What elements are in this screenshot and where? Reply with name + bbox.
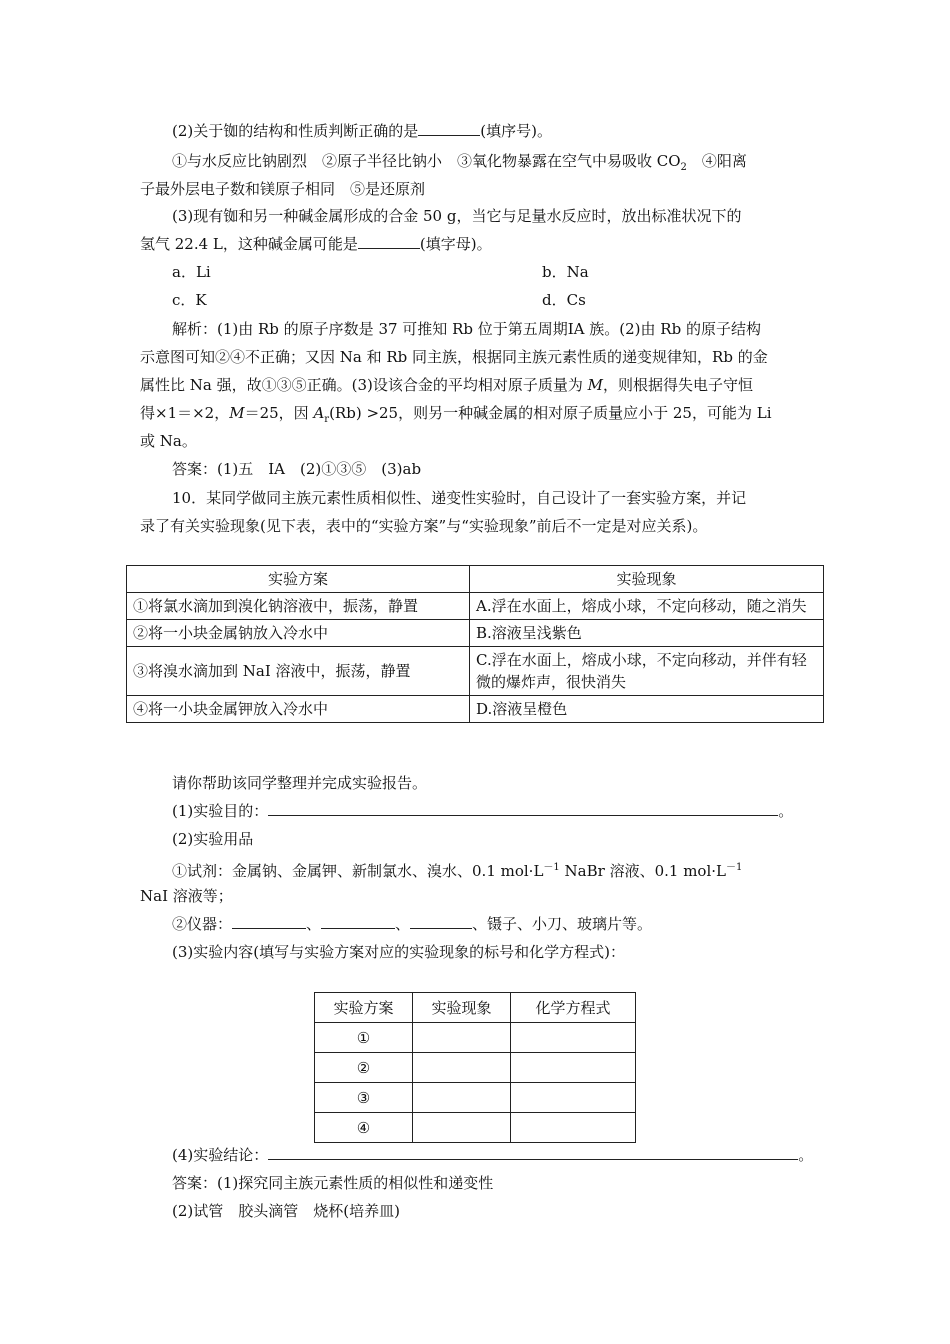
analysis-line5: 或 Na。 bbox=[140, 432, 197, 450]
phenomenon-cell: A.浮在水面上，熔成小球，不定向移动，随之消失 bbox=[470, 593, 824, 620]
instrument-blank-3[interactable] bbox=[410, 914, 472, 929]
analysis-line1: 解析：(1)由 Rb 的原子序数是 37 可推知 Rb 位于第五周期ⅠA 族。(2)由 Rb 的原子结构 bbox=[172, 320, 761, 338]
phenomenon-answer-cell[interactable] bbox=[413, 1053, 511, 1083]
q3-line2: 氢气 22.4 L，这种碱金属可能是 (填字母)。 bbox=[140, 235, 492, 253]
purpose-blank[interactable] bbox=[268, 801, 778, 816]
report-purpose: (1)实验目的： 。 bbox=[172, 802, 794, 820]
table-row bbox=[127, 696, 824, 723]
table-row bbox=[315, 1113, 636, 1143]
q3-option-b: b．Na bbox=[542, 263, 589, 281]
report-reagents: ①试剂：金属钠、金属钾、新制氯水、溴水、0.1 $mol\cdot L^{-1}$ NaBr 溶液、0.1 $mol\cdot L^{-1}$ bbox=[172, 862, 743, 880]
table-row bbox=[315, 1083, 636, 1113]
answer-9: 答案：(1)五 ⅠA (2)①③⑤ (3)ab bbox=[172, 460, 422, 478]
report-supplies: (2)实验用品 bbox=[172, 830, 254, 848]
plan-cell: ①将氯水滴加到溴化钠溶液中，振荡，静置 bbox=[127, 593, 470, 620]
report-intro: 请你帮助该同学整理并完成实验报告。 bbox=[172, 774, 428, 792]
table-row bbox=[315, 1053, 636, 1083]
plan-cell: ④将一小块金属钾放入冷水中 bbox=[127, 696, 470, 723]
table-row bbox=[315, 1023, 636, 1053]
plan-number: ③ bbox=[315, 1083, 413, 1113]
phenomenon-cell: D.溶液呈橙色 bbox=[470, 696, 824, 723]
header-equation: 化学方程式 bbox=[511, 993, 636, 1023]
header-plan: 实验方案 bbox=[315, 993, 413, 1023]
table-row bbox=[127, 620, 824, 647]
plan-cell: ③将溴水滴加到 NaI 溶液中，振荡，静置 bbox=[127, 647, 470, 696]
analysis-line3: 属性比 Na 强，故①③⑤正确。(3)设该合金的平均相对原子质量为 M，则根据得失电子守恒 bbox=[140, 376, 753, 394]
equation-answer-cell[interactable] bbox=[511, 1053, 636, 1083]
q3-option-d: d．Cs bbox=[542, 291, 586, 309]
answer-blank[interactable] bbox=[418, 121, 480, 136]
phenomenon-cell: B.溶液呈浅紫色 bbox=[470, 620, 824, 647]
equation-answer-cell[interactable] bbox=[511, 1023, 636, 1053]
q3-option-a: a．Li bbox=[172, 263, 211, 281]
experiment-table bbox=[126, 565, 824, 723]
instrument-blank-2[interactable] bbox=[321, 914, 395, 929]
table-row bbox=[127, 593, 824, 620]
report-conclusion: (4)实验结论： 。 bbox=[172, 1146, 814, 1164]
header-phenomenon: 实验现象 bbox=[470, 566, 824, 593]
table-header-row bbox=[315, 993, 636, 1023]
q2-stem: (2)关于铷的结构和性质判断正确的是 (填序号)。 bbox=[172, 122, 552, 140]
report-reagents-line2: NaI 溶液等； bbox=[140, 887, 233, 905]
equation-answer-cell[interactable] bbox=[511, 1083, 636, 1113]
header-phenomenon: 实验现象 bbox=[413, 993, 511, 1023]
answer-10-line2: (2)试管 胶头滴管 烧杯(培养皿) bbox=[172, 1202, 400, 1220]
phenomenon-answer-cell[interactable] bbox=[413, 1083, 511, 1113]
report-instruments: ②仪器： 、 、 、镊子、小刀、玻璃片等。 bbox=[172, 915, 653, 933]
header-plan: 实验方案 bbox=[127, 566, 470, 593]
analysis-line4: 得×1＝×2，M＝25，因 $A_r(Rb) >25$，则另一种碱金属的相对原子质量应小于 25，可能为 Li bbox=[140, 404, 772, 425]
q10-line1: 10．某同学做同主族元素性质相似性、递变性实验时，自己设计了一套实验方案，并记 bbox=[172, 489, 747, 507]
report-content: (3)实验内容(填写与实验方案对应的实验现象的标号和化学方程式)： bbox=[172, 943, 625, 961]
plan-cell: ②将一小块金属钠放入冷水中 bbox=[127, 620, 470, 647]
plan-number: ② bbox=[315, 1053, 413, 1083]
answer-10-line1: 答案：(1)探究同主族元素性质的相似性和递变性 bbox=[172, 1174, 494, 1192]
q2-options-line2: 子最外层电子数和镁原子相同 ⑤是还原剂 bbox=[140, 180, 426, 198]
q3-option-c: c．K bbox=[172, 291, 207, 309]
q2-options-line1: ①与水反应比钠剧烈 ②原子半径比钠小 ③氧化物暴露在空气中易吸收 $CO_2$ ④阳离 bbox=[172, 152, 747, 173]
analysis-line2: 示意图可知②④不正确；又因 Na 和 Rb 同主族，根据同主族元素性质的递变规律知，Rb 的金 bbox=[140, 348, 768, 366]
phenomenon-answer-cell[interactable] bbox=[413, 1023, 511, 1053]
answer-blank[interactable] bbox=[358, 234, 420, 249]
q10-line2: 录了有关实验现象(见下表，表中的“实验方案”与“实验现象”前后不一定是对应关系)。 bbox=[140, 517, 708, 535]
q3-line1: (3)现有铷和另一种碱金属形成的合金 50 g，当它与足量水反应时，放出标准状况下的 bbox=[172, 207, 742, 225]
conclusion-blank[interactable] bbox=[268, 1145, 798, 1160]
instrument-blank-1[interactable] bbox=[232, 914, 306, 929]
report-table bbox=[314, 992, 636, 1143]
table-header-row bbox=[127, 566, 824, 593]
equation-answer-cell[interactable] bbox=[511, 1113, 636, 1143]
plan-number: ① bbox=[315, 1023, 413, 1053]
phenomenon-answer-cell[interactable] bbox=[413, 1113, 511, 1143]
table-row bbox=[127, 647, 824, 696]
plan-number: ④ bbox=[315, 1113, 413, 1143]
phenomenon-cell: C.浮在水面上，熔成小球，不定向移动，并伴有轻微的爆炸声，很快消失 bbox=[470, 647, 824, 696]
